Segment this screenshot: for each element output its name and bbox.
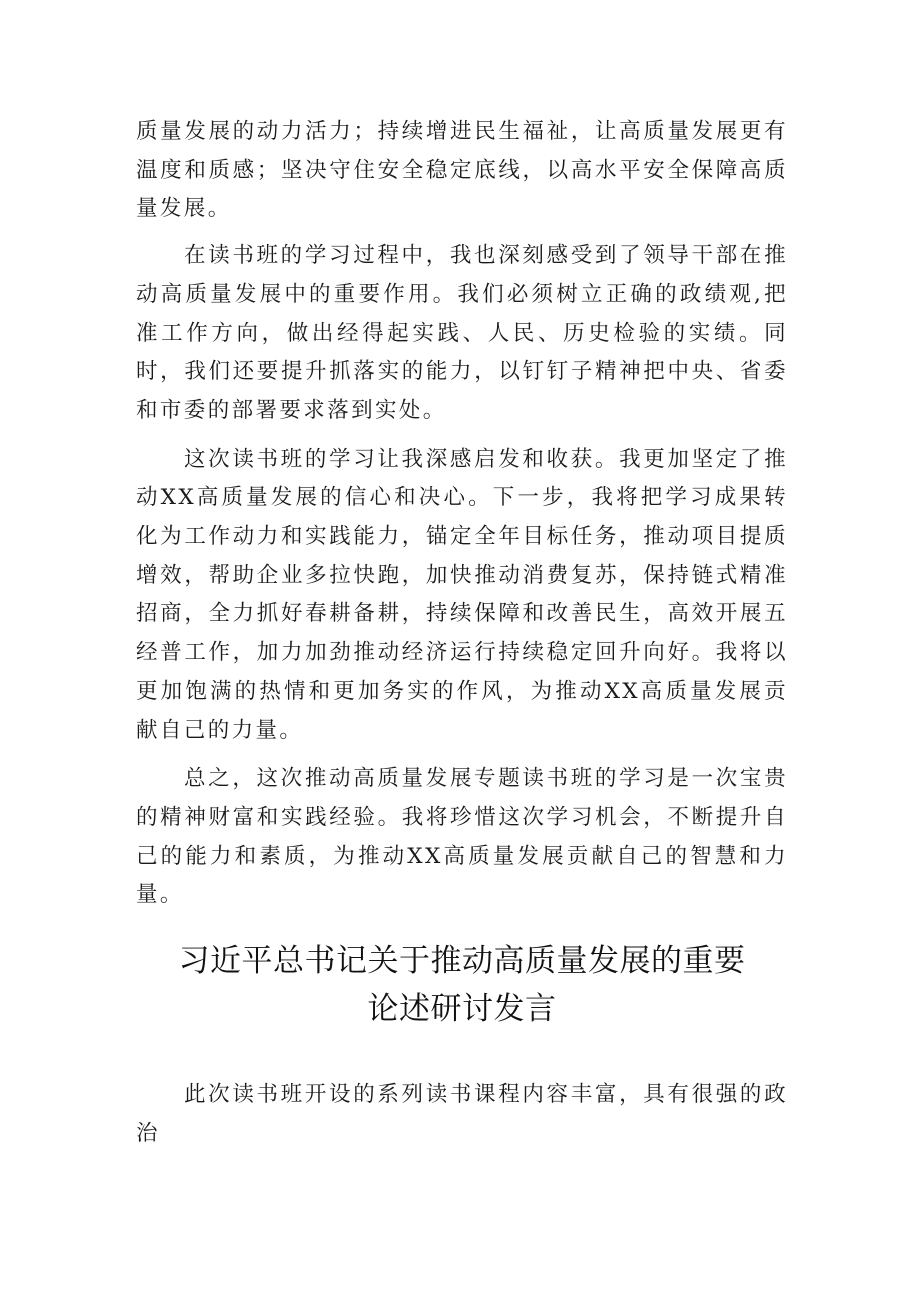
document-body xyxy=(136,113,788,1153)
heading-line-1: 习近平总书记关于推动高质量发展的重要 xyxy=(178,943,746,980)
paragraph-next-section: 此次读书班开设的系列读书课程内容丰富，具有很强的政治 xyxy=(136,1082,788,1146)
paragraph-study-gains: 这次读书班的学习让我深感启发和收获。我更加坚定了推动XX高质量发展的信心和决心。下一步，我将把学习成果转化为工作动力和实践能力，锚定全年目标任务，推动项目提质增效，帮助企业多拉快跑，加快推动消费复苏，保持链式精准招商，全力抓好春耕备耕，持续保障和改善民生，高效开展五经普工作，加力加劲推动经济运行持续稳定回升向好。我将以更加饱满的热情和更加务实的作风，为推动XX高质量发展贡献自己的力量。 xyxy=(136,446,788,743)
section-heading xyxy=(126,937,798,1033)
heading-line-2: 论述研讨发言 xyxy=(367,991,557,1028)
paragraph-continuation: 质量发展的动力活力；持续增进民生福祉，让高质量发展更有温度和质感；坚决守住安全稳定底线，以高水平安全保障高质量发展。 xyxy=(136,119,788,222)
paragraph-conclusion: 总之，这次推动高质量发展专题读书班的学习是一次宝贵的精神财富和实践经验。我将珍惜这次学习机会，不断提升自己的能力和素质，为推动XX高质量发展贡献自己的智慧和力量。 xyxy=(136,766,788,908)
paragraph-leadership-role: 在读书班的学习过程中，我也深刻感受到了领导干部在推动高质量发展中的重要作用。我们必须树立正确的政绩观,把准工作方向，做出经得起实践、人民、历史检验的实绩。同时，我们还要提升抓落实的能力，以钉钉子精神把中央、省委和市委的部署要求落到实处。 xyxy=(136,243,788,423)
